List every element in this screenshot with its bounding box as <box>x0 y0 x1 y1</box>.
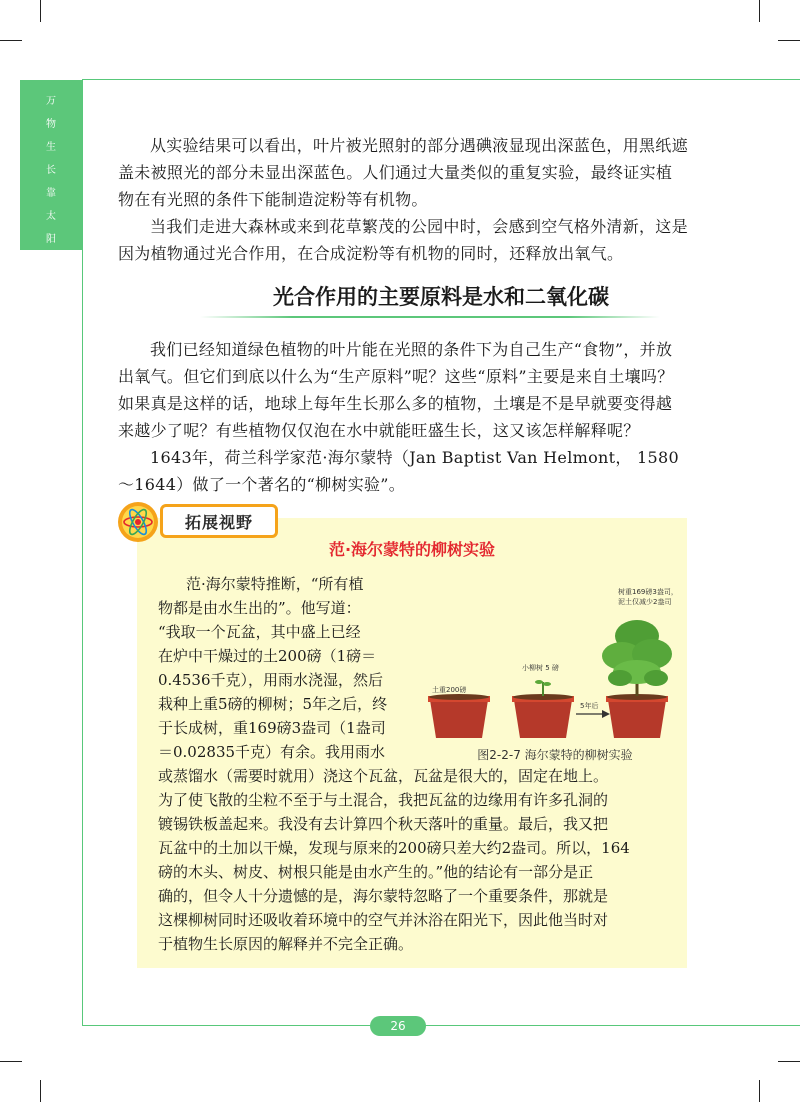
crop-mark <box>778 1061 800 1062</box>
side-tab-char: 太 <box>46 211 56 222</box>
page-number: 26 <box>370 1016 426 1036</box>
intro-paragraph-2 <box>118 213 688 267</box>
figure-label-sapling: 小柳树 5 磅 <box>522 664 559 672</box>
section-title: 光合作用的主要原料是水和二氧化碳 <box>273 285 609 309</box>
crop-mark <box>759 1080 760 1102</box>
text-line: 为了使飞散的尘粒不至于与土混合，我把瓦盆的边缘用有许多孔洞的 <box>158 791 609 809</box>
body-paragraph-1 <box>118 336 688 444</box>
pot-sapling <box>512 680 574 738</box>
side-tab-char: 靠 <box>46 188 56 199</box>
paragraph-text: 从实验结果可以看出，叶片被光照射的部分遇碘液显现出深蓝色，用黑纸遮盖未被照光的部分未显出深蓝色。人们通过大量类似的重复实验，最终证实植物在有光照的条件下能制造淀粉等有机物。 <box>118 136 688 209</box>
side-tab-char: 万 <box>46 96 56 107</box>
frame-left-rule <box>82 79 83 1025</box>
paragraph-text: 当我们走进大森林或来到花草繁茂的公园中时，会感到空气格外清新，这是因为植物通过光合作用，在合成淀粉等有机物的同时，还释放出氧气。 <box>118 217 688 263</box>
pot-soil-only <box>428 694 490 738</box>
crop-mark <box>40 1080 41 1102</box>
paragraph-text: 我们已经知道绿色植物的叶片能在光照的条件下为自己生产“食物”，并放出氧气。但它们到底以什么为“生产原料”呢？这些“原料”主要是来自土壤吗？如果真是这样的话，地球上每年生长那么多的植物，土壤是不是早就要变得越来越少了呢？有些植物仅仅泡在水中就能旺盛生长，这又该怎样解释呢？ <box>118 340 674 440</box>
text-line: 于植物生长原因的解释并不完全正确。 <box>158 935 414 953</box>
willow-experiment-figure <box>422 582 684 742</box>
figure-label-soil: 土重200磅 <box>432 686 467 694</box>
text-line: ＝0.02835千克）有余。我用雨水 <box>158 743 386 761</box>
frame-top-rule <box>82 79 800 80</box>
section-title-rule <box>200 316 660 318</box>
text-line: “我取一个瓦盆，其中盛上已经 <box>158 623 361 641</box>
text-line: 这棵柳树同时还吸收着环境中的空气并沐浴在阳光下，因此他当时对 <box>158 911 609 929</box>
text-line: 物都是由水生出的”。他写道： <box>158 599 361 617</box>
figure-label-arrow: 5年后 <box>580 702 599 710</box>
crop-mark <box>0 1061 22 1062</box>
text-line: 瓦盆中的土加以干燥，发现与原来的200磅只差大约2盎司。所以，164 <box>158 839 630 857</box>
text-line: 于长成树，重169磅3盎司（1盎司 <box>158 719 386 737</box>
side-tab-char: 生 <box>46 142 56 153</box>
body-paragraph-2 <box>118 444 688 498</box>
figure-label-result-1: 树重169磅3盎司， <box>618 588 678 596</box>
side-tab-char: 物 <box>46 119 56 130</box>
side-tab-char: 阳 <box>46 234 56 245</box>
figure-caption: 图2-2-7 海尔蒙特的柳树实验 <box>477 748 633 762</box>
intro-paragraph-1 <box>118 132 688 213</box>
text-line: 磅的木头、树皮、树根只能是由水产生的。”他的结论有一部分是正 <box>158 863 594 881</box>
frame-bottom-rule <box>82 1025 800 1026</box>
side-tab-char: 长 <box>46 165 56 176</box>
paragraph-text: 1643年，荷兰科学家范·海尔蒙特（Jan Baptist Van Helmont， 1580～1644）做了一个著名的“柳树实验”。 <box>118 448 679 494</box>
crop-mark <box>0 40 22 41</box>
text-line: 镀锡铁板盖起来。我没有去计算四个秋天落叶的重量。最后，我又把 <box>158 815 609 833</box>
text-line: 范·海尔蒙特推断，“所有植 <box>186 575 364 593</box>
text-line: 或蒸馏水（需要时就用）浇这个瓦盆，瓦盆是很大的，固定在地上。 <box>158 767 609 785</box>
text-line: 栽种上重5磅的柳树；5年之后，终 <box>158 695 388 713</box>
text-line: 0.4536千克），用雨水浇湿，然后 <box>158 671 383 689</box>
crop-mark <box>40 0 41 22</box>
chapter-side-tab <box>20 80 82 250</box>
crop-mark <box>759 0 760 22</box>
extension-box-title: 范·海尔蒙特的柳树实验 <box>328 540 496 559</box>
pot-grown-tree <box>602 620 672 738</box>
extension-badge-label: 拓展视野 <box>160 504 278 538</box>
crop-mark <box>778 40 800 41</box>
text-line: 确的，但令人十分遗憾的是，海尔蒙特忽略了一个重要条件，那就是 <box>158 887 609 905</box>
figure-label-result-2: 泥土仅减少2盎司 <box>618 598 672 606</box>
text-line: 在炉中干燥过的土200磅（1磅＝ <box>158 647 377 665</box>
arrow-icon <box>576 710 610 718</box>
